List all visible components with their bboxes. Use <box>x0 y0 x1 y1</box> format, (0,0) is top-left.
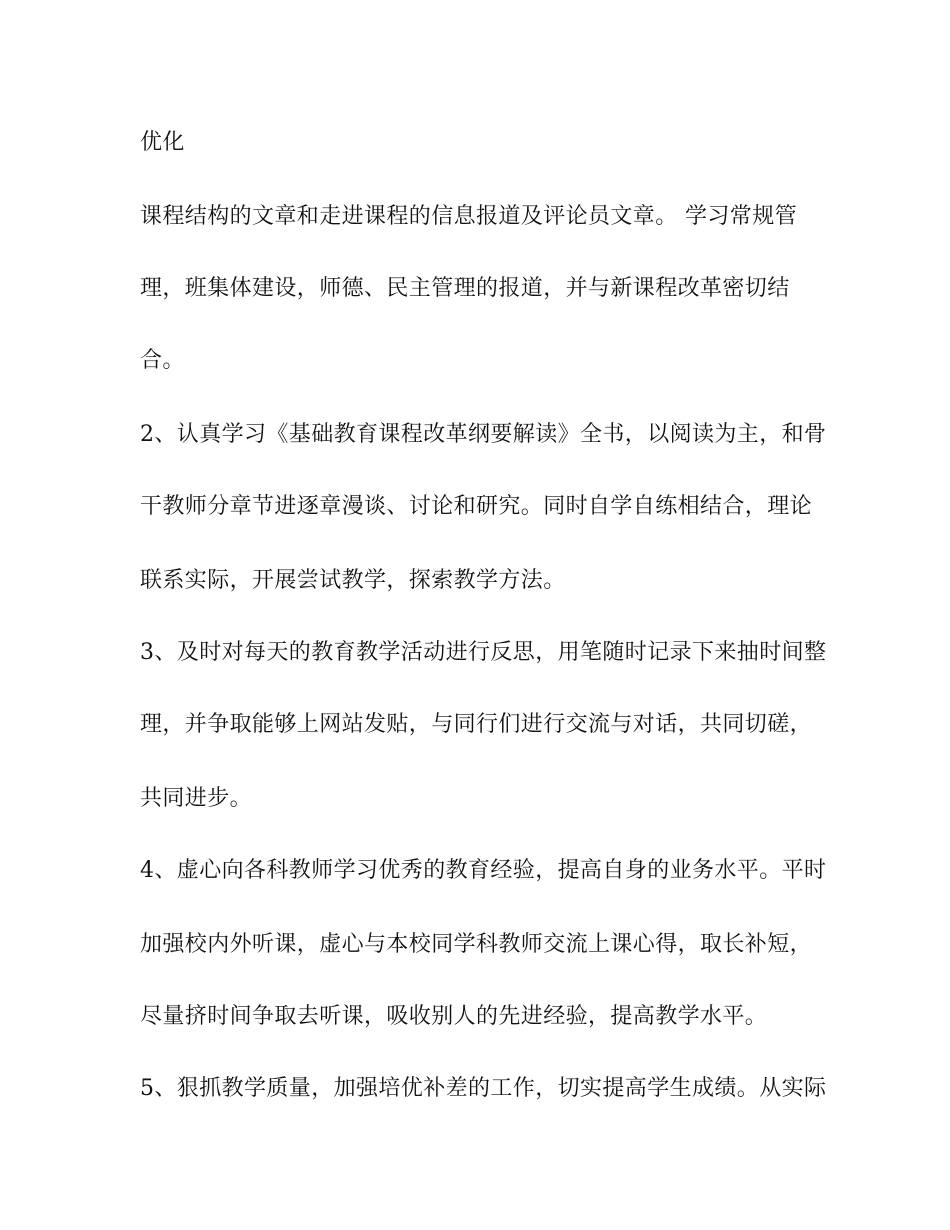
text-line: 3、及时对每天的教育教学活动进行反思，用笔随时记录下来抽时间整 <box>140 640 827 665</box>
text-line: 干教师分章节进逐章漫谈、讨论和研究。同时自学自练相结合，理论 <box>140 494 813 519</box>
text-line: 合。 <box>140 348 185 373</box>
text-line: 共同进步。 <box>140 786 253 811</box>
text-line: 2、认真学习《基础教育课程改革纲要解读》全书，以阅读为主，和骨 <box>140 422 827 447</box>
text-line: 加强校内外听课，虚心与本校同学科教师交流上课心得，取长补短， <box>140 932 813 957</box>
text-line: 理，班集体建设，师德、民主管理的报道，并与新课程改革密切结 <box>140 276 790 301</box>
text-line: 联系实际，开展尝试教学，探索教学方法。 <box>140 568 566 593</box>
text-line: 尽量挤时间争取去听课，吸收别人的先进经验，提高教学水平。 <box>140 1004 768 1029</box>
text-line: 课程结构的文章和走进课程的信息报道及评论员文章。 学习常规管 <box>140 204 797 229</box>
text-line: 4、虚心向各科教师学习优秀的教育经验，提高自身的业务水平。平时 <box>140 858 827 883</box>
text-line: 优化 <box>140 130 185 155</box>
text-line: 5、狠抓教学质量，加强培优补差的工作，切实提高学生成绩。从实际 <box>140 1076 827 1101</box>
text-line: 理，并争取能够上网站发贴，与同行们进行交流与对话，共同切磋， <box>140 712 813 737</box>
